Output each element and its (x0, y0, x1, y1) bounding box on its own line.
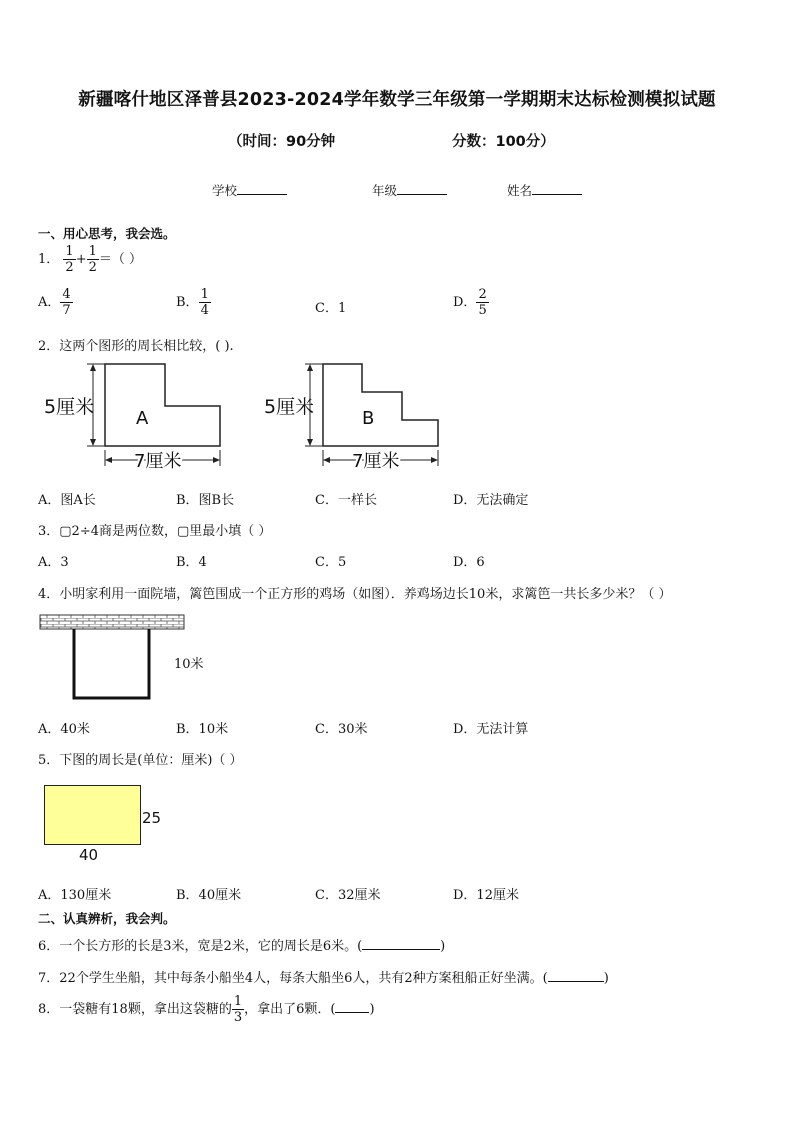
q4-option-c[interactable]: C．30米 (315, 722, 368, 737)
q2-option-d[interactable]: D．无法确定 (453, 493, 529, 508)
school-field[interactable] (212, 181, 287, 199)
figure-a-label: A (136, 408, 149, 429)
page-title: 新疆喀什地区泽普县2023-2024学年数学三年级第一学期期末达标检测模拟试题 (78, 90, 716, 110)
section-2-heading: 二、认真辨析，我会判。 (38, 911, 176, 926)
q8-answer-blank[interactable] (335, 1000, 369, 1013)
question-7: 7．22个学生坐船，其中每条小船坐4人，每条大船坐6人，共有2种方案租船正好坐满。( ) (38, 971, 609, 986)
grade-field[interactable] (372, 181, 447, 199)
q5-rectangle (44, 785, 141, 845)
figure-b-label: B (362, 408, 375, 429)
q5-option-c[interactable]: C．32厘米 (315, 888, 381, 903)
figure-a-height-label: 5厘米 (44, 396, 95, 418)
name-label: 姓名 (507, 183, 533, 198)
time-info: （时间：90分钟 (228, 134, 336, 150)
q3-option-d[interactable]: D．6 (453, 555, 485, 570)
q1-number: 1． (38, 252, 60, 267)
q1-option-b[interactable]: B． $\frac{1}{4}$ (176, 287, 209, 318)
figure-b-width-label: 7厘米 (352, 451, 400, 472)
q1-fraction-b: $\frac{1}{2}$ (88, 244, 97, 275)
q1-fraction-a: $\frac{1}{2}$ (65, 244, 74, 275)
q3-option-b[interactable]: B．4 (176, 555, 207, 570)
q2-figures (40, 358, 440, 476)
wall-icon (40, 615, 184, 629)
q5-option-a[interactable]: A．130厘米 (38, 888, 112, 903)
grade-blank[interactable] (397, 182, 447, 195)
q4-side-label: 10米 (174, 657, 204, 672)
q5-width-label: 40 (79, 846, 99, 864)
question-6: 6．一个长方形的长是3米，宽是2米，它的周长是6米。( ) (38, 939, 446, 954)
question-2: 2．这两个图形的周长相比较，( ). (38, 339, 234, 354)
score-info: 分数：100分） (452, 134, 555, 150)
name-blank[interactable] (532, 182, 582, 195)
figure-a-width-label: 7厘米 (134, 451, 182, 472)
q1-option-c[interactable]: C．1 (315, 301, 347, 316)
figure-a (44, 364, 220, 472)
q4-option-d[interactable]: D．无法计算 (453, 722, 529, 737)
q3-option-a[interactable]: A．3 (38, 555, 69, 570)
fence (74, 629, 149, 698)
q4-option-b[interactable]: B．10米 (176, 722, 229, 737)
q5-option-d[interactable]: D．12厘米 (453, 888, 519, 903)
q4-option-a[interactable]: A．40米 (38, 722, 90, 737)
figure-b-height-label: 5厘米 (264, 396, 315, 418)
q1-option-d[interactable]: D． $\frac{2}{5}$ (453, 287, 487, 318)
question-3: 3．▢2÷4商是两位数，▢里最小填（ ） (38, 524, 272, 539)
section-1-heading: 一、用心思考，我会选。 (38, 226, 176, 241)
question-5: 5．下图的周长是(单位：厘米)（ ） (38, 753, 243, 768)
q2-option-c[interactable]: C．一样长 (315, 493, 377, 508)
school-blank[interactable] (237, 182, 287, 195)
q8-fraction: $\frac{1}{3}$ (233, 994, 243, 1025)
figure-b (264, 364, 438, 472)
grade-label: 年级 (372, 183, 398, 198)
q7-answer-blank[interactable] (548, 969, 604, 982)
q5-height-label: 25 (142, 809, 162, 827)
q5-option-b[interactable]: B．40厘米 (176, 888, 242, 903)
q1-answer-paren: ＝（ ） (98, 252, 143, 267)
question-4: 4．小明家利用一面院墙，篱笆围成一个正方形的鸡场（如图）．养鸡场边长10米，求篱笆一共长多少米？（ ） (38, 587, 672, 602)
name-field[interactable] (507, 181, 582, 199)
question-8: 8．一袋糖有18颗，拿出这袋糖的 $\frac{1}{3}$ ，拿出了6颗．( ) (38, 994, 375, 1025)
q1-option-a[interactable]: A． $\frac{4}{7}$ (38, 287, 71, 318)
q2-option-b[interactable]: B．图B长 (176, 493, 235, 508)
question-1: 1． $\frac{1}{2}$ + $\frac{1}{2}$ ＝（ ） (38, 244, 143, 275)
q3-option-c[interactable]: C．5 (315, 555, 347, 570)
q2-option-a[interactable]: A．图A长 (38, 493, 96, 508)
school-label: 学校 (212, 183, 238, 198)
q6-answer-blank[interactable] (362, 937, 440, 950)
